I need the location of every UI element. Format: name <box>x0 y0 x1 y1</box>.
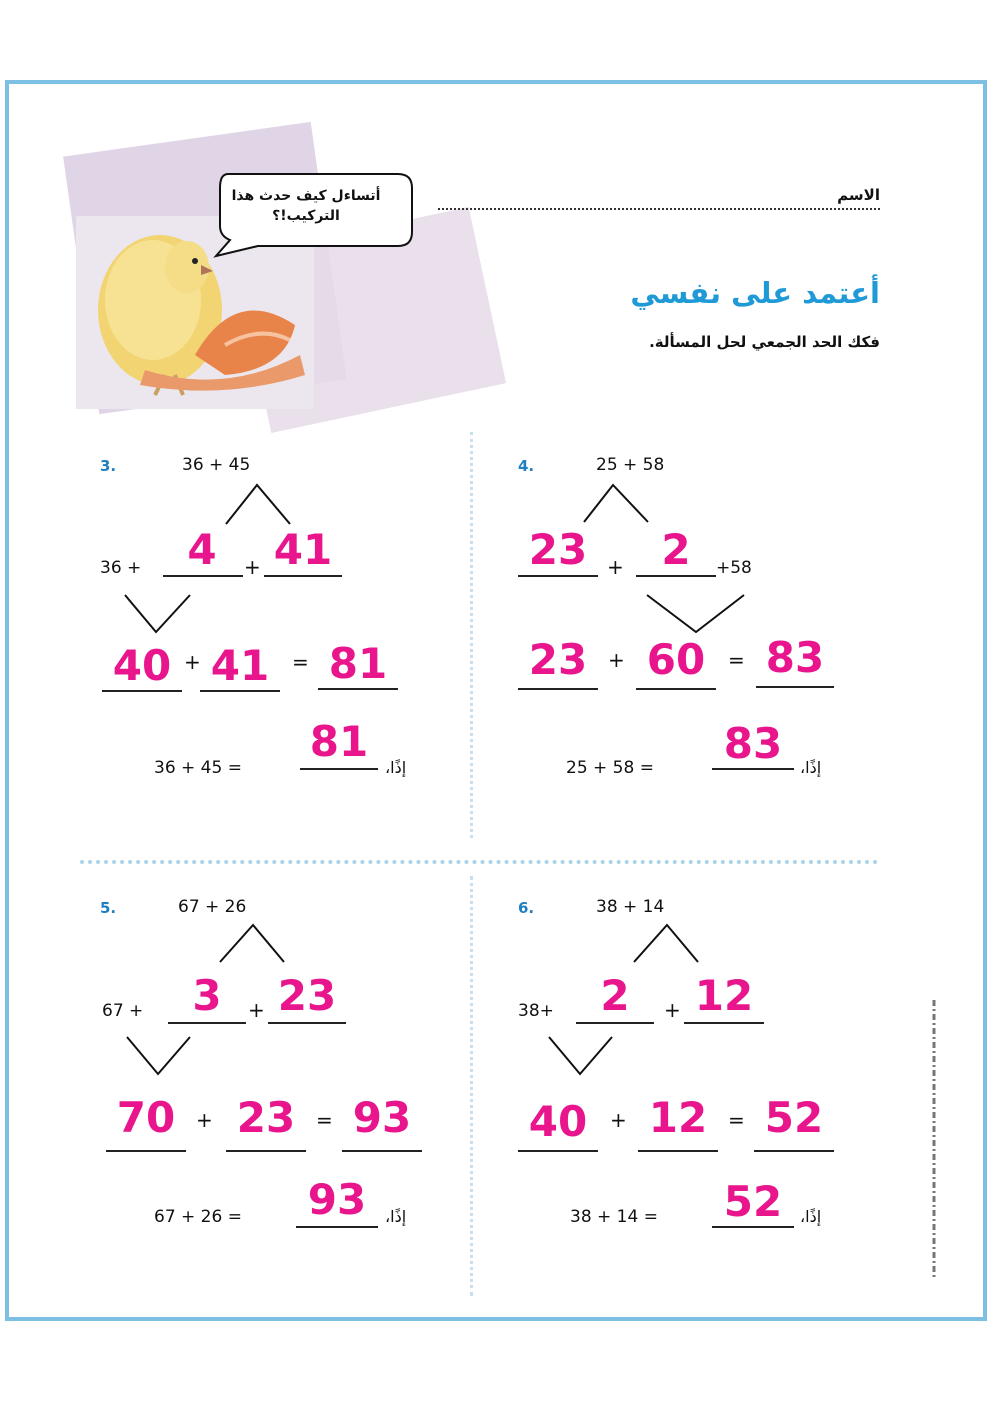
answer-line <box>102 690 182 692</box>
answer-b2[interactable]: 2 <box>661 525 691 574</box>
divider-vertical <box>470 432 473 838</box>
final-expression: 25 + 58 = <box>566 758 654 778</box>
answer-line <box>518 688 598 690</box>
problem-expression: 38 + 14 <box>596 897 665 917</box>
equals-sign: = <box>728 1108 745 1132</box>
answer-line <box>638 1150 718 1152</box>
branch-lines <box>124 1034 194 1078</box>
problem-number: 4. <box>518 457 535 475</box>
equals-sign: = <box>292 650 309 674</box>
answer-c2[interactable]: 60 <box>646 635 706 684</box>
final-answer[interactable]: 81 <box>309 717 369 766</box>
answer-line <box>200 690 280 692</box>
instruction-text: فكك الحد الجمعي لحل المسألة. <box>649 333 880 351</box>
branch-lines <box>644 592 748 636</box>
problem-number: 5. <box>100 899 117 917</box>
first-addend: 36 + <box>100 558 142 578</box>
copyright-strip <box>929 1000 939 1280</box>
answer-line <box>268 1022 346 1024</box>
plus-sign: + <box>248 998 265 1022</box>
speech-bubble-text: أتساءل كيف حدث هذا التركيب!؟ <box>231 188 381 224</box>
therefore-label: إذًا، <box>800 1207 822 1226</box>
answer-c2[interactable]: 23 <box>236 1093 296 1142</box>
problem-expression: 67 + 26 <box>178 897 247 917</box>
answer-b2[interactable]: 23 <box>277 971 337 1020</box>
plus-sign: + <box>196 1108 213 1132</box>
plus-sign: + <box>608 648 625 672</box>
answer-c3[interactable]: 83 <box>765 633 825 682</box>
answer-line <box>712 768 794 770</box>
answer-line <box>300 768 378 770</box>
answer-line <box>342 1150 422 1152</box>
answer-b1[interactable]: 3 <box>192 971 222 1020</box>
first-addend: 38+ <box>518 1001 554 1021</box>
name-label: الاسم <box>837 186 880 204</box>
answer-line <box>576 1022 654 1024</box>
answer-b2[interactable]: 41 <box>273 525 333 574</box>
answer-c1[interactable]: 40 <box>528 1097 588 1146</box>
therefore-label: إذًا، <box>385 1207 407 1226</box>
problem-expression: 25 + 58 <box>596 455 665 475</box>
name-field[interactable] <box>438 208 880 210</box>
therefore-label: إذًا، <box>800 758 822 777</box>
answer-c3[interactable]: 93 <box>352 1093 412 1142</box>
answer-b1[interactable]: 23 <box>528 525 588 574</box>
answer-line <box>754 1150 834 1152</box>
answer-line <box>226 1150 306 1152</box>
plus-sign: + <box>610 1108 627 1132</box>
therefore-label: إذًا، <box>385 758 407 777</box>
final-answer[interactable]: 52 <box>723 1177 783 1226</box>
final-answer[interactable]: 93 <box>307 1175 367 1224</box>
answer-line <box>163 575 243 577</box>
page-title: أعتمد على نفسي <box>630 276 880 310</box>
answer-line <box>518 575 598 577</box>
first-addend: 67 + <box>102 1001 144 1021</box>
equals-sign: = <box>316 1108 333 1132</box>
final-answer[interactable]: 83 <box>723 719 783 768</box>
plus-sign: + <box>607 555 624 579</box>
answer-line <box>296 1226 378 1228</box>
branch-lines <box>218 922 288 964</box>
answer-c1[interactable]: 23 <box>528 635 588 684</box>
final-expression: 36 + 45 = <box>154 758 242 778</box>
problem-number: 3. <box>100 457 117 475</box>
final-expression: 67 + 26 = <box>154 1207 242 1227</box>
answer-line <box>636 575 716 577</box>
equals-sign: = <box>728 648 745 672</box>
answer-line <box>168 1022 246 1024</box>
plus-sign: + <box>664 998 681 1022</box>
plus-sign: + <box>244 555 261 579</box>
answer-line <box>684 1022 764 1024</box>
answer-line <box>518 1150 598 1152</box>
divider-horizontal <box>80 860 878 864</box>
answer-line <box>712 1226 794 1228</box>
answer-line <box>636 688 716 690</box>
problem-expression: 36 + 45 <box>182 455 251 475</box>
answer-c2[interactable]: 12 <box>648 1093 708 1142</box>
second-addend: +58 <box>716 558 752 578</box>
plus-sign: + <box>184 650 201 674</box>
answer-line <box>106 1150 186 1152</box>
final-expression: 38 + 14 = <box>570 1207 658 1227</box>
answer-c1[interactable]: 40 <box>112 641 172 690</box>
answer-c3[interactable]: 52 <box>764 1093 824 1142</box>
answer-b2[interactable]: 12 <box>694 971 754 1020</box>
answer-c1[interactable]: 70 <box>116 1093 176 1142</box>
branch-lines <box>632 922 702 964</box>
answer-b1[interactable]: 2 <box>600 971 630 1020</box>
answer-line <box>264 575 342 577</box>
answer-line <box>756 686 834 688</box>
branch-lines <box>122 592 194 636</box>
problem-number: 6. <box>518 899 535 917</box>
divider-vertical <box>470 876 473 1296</box>
answer-c2[interactable]: 41 <box>210 641 270 690</box>
answer-c3[interactable]: 81 <box>328 639 388 688</box>
answer-line <box>318 688 398 690</box>
branch-lines <box>224 482 294 526</box>
answer-b1[interactable]: 4 <box>187 525 217 574</box>
branch-lines <box>582 482 652 524</box>
branch-lines <box>546 1034 616 1078</box>
